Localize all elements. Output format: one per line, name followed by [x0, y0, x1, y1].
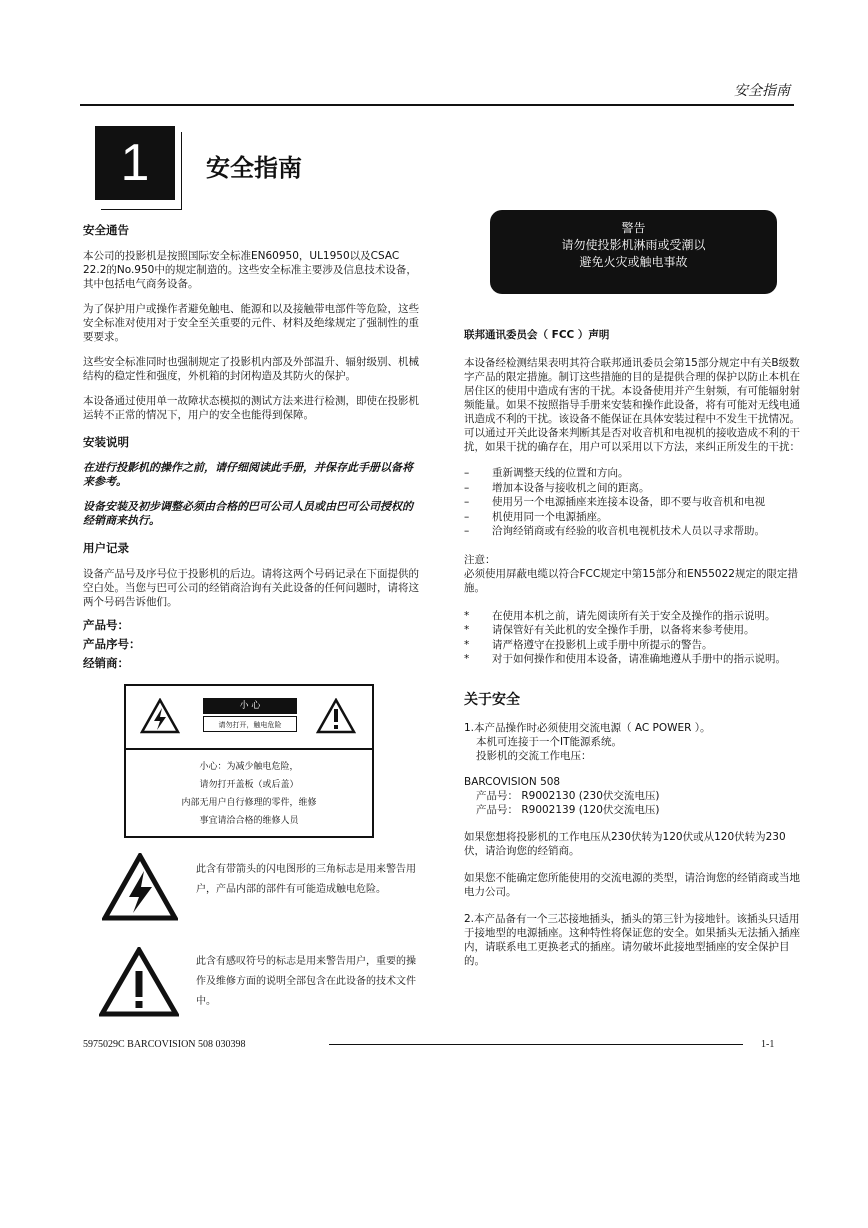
- safety-reminder-list: [464, 609, 800, 667]
- user-record-paragraph: 设备产品号及序号位于投影机的后边。请将这两个号码记录在下面提供的空白处。当您与巴可公司的经销商洽询有关此设备的任何问题时，请将这两个号码告诉他们。: [83, 568, 419, 608]
- caution-line: 内部无用户自行修理的零件，维修: [181, 798, 317, 808]
- safety-it-system: 本机可连接于一个IT能源系统。: [476, 736, 623, 748]
- caution-label-box: [124, 684, 374, 838]
- list-item: * 请严格遵守在投影机上或手册中所提示的警告。: [464, 638, 713, 651]
- notice-paragraph-2: 为了保护用户或操作者避免触电、能源和以及接触带电部件等危险，这些安全标准对使用对于安全至关重要的元件、材料及绝缘规定了强制性的重要要求。: [83, 303, 419, 343]
- voltage-change-paragraph: 如果您想将投影机的工作电压从230伏转为120伏或从120伏转为230伏，请洽询您的经销商。: [464, 831, 786, 857]
- install-heading: 安装说明: [83, 435, 129, 449]
- model-120v: 产品号： R9002139 (120伏交流电压): [476, 804, 660, 816]
- power-type-paragraph: 如果您不能确定您所能使用的交流电源的类型，请洽询您的经销商或当地电力公司。: [464, 872, 800, 898]
- list-item: – 增加本设备与接收机之间的距离。: [464, 481, 650, 494]
- model-name: BARCOVISION 508: [464, 776, 561, 788]
- lightning-symbol-icon: [102, 853, 178, 921]
- user-record-heading: 用户记录: [83, 541, 129, 555]
- caution-label-title: 小 心: [203, 698, 297, 714]
- chapter-title: 安全指南: [206, 153, 302, 182]
- warning-line: 避免火灾或触电事故: [579, 255, 688, 269]
- fcc-section: [464, 327, 800, 667]
- fcc-paragraph: 本设备经检测结果表明其符合联邦通讯委员会第15部分规定中有关B级数字产品的限定措施。制订这些措施的目的是提供合理的保护以防止本机在居住区的使用中造成有害的干扰。本设备使用并产生射频，有可能辐射射频能量。如果不按照指导手册来安装和操作此设备，将有可能对无线电通讯造成不利的干扰。该设备不能保证在具体安装过程中不发生干扰情况。可以通过开关此设备来判断其是否对收音机和电视机的接收造成不利的干扰，如果干扰的确存在，用户可以采用以下方法，来纠正所发生的干扰：: [464, 357, 800, 453]
- list-item: – 洽询经销商或有经验的收音机电视机技术人员以寻求帮助。: [464, 525, 765, 537]
- warning-title: 警告: [621, 221, 646, 235]
- caution-text: [126, 758, 372, 830]
- list-item: – 使用另一个电源插座来连接本设备，即不要与收音机和电视: [464, 496, 765, 508]
- safety-voltage-label: 投影机的交流工作电压：: [476, 750, 592, 762]
- exclamation-symbol-icon: [99, 947, 179, 1017]
- list-item: – 机使用同一个电源插座。: [464, 510, 608, 523]
- caution-line: 事宜请洽合格的维修人员: [199, 816, 299, 826]
- caution-line: 请勿打开盖板（或后盖）: [199, 780, 299, 790]
- note-paragraph: 必须使用屏蔽电缆以符合FCC规定中第15部分和EN55022规定的限定措施。: [464, 567, 798, 594]
- notice-paragraph-3: 这些安全标准同时也强制规定了投影机内部及外部温升、辐射级别、机械结构的稳定性和强度，外机箱的封闭构造及其防火的保护。: [83, 356, 419, 382]
- warning-line: 请勿使投影机淋雨或受潮以: [561, 238, 706, 252]
- safety-heading: 关于安全: [464, 692, 520, 708]
- notice-paragraph-1: 本公司的投影机是按照国际安全标准EN60950，UL1950以及CSAC 22.2的No.950中的规定制造的。这些安全标准主要涉及信息技术设备，其中包括电气商务设备。: [83, 250, 417, 290]
- model-230v: 产品号： R9002130 (230伏交流电压): [476, 790, 660, 802]
- running-header: 安全指南: [734, 83, 790, 99]
- notice-paragraph-4: 本设备通过使用单一故障状态模拟的测试方法来进行检测，即使在投影机运转不正常的情况下，用户的安全也能得到保障。: [83, 395, 419, 421]
- list-item: * 在使用本机之前，请先阅读所有关于安全及操作的指示说明。: [464, 609, 776, 622]
- list-item: – 重新调整天线的位置和方向。: [464, 467, 629, 479]
- footer-rule: [329, 1044, 743, 1045]
- exclamation-symbol-text: 此含有感叹符号的标志是用来警告用户，重要的操作及维修方面的说明全部包含在此设备的技术文件中。: [196, 956, 416, 1007]
- lightning-warning-icon: [140, 698, 180, 734]
- field-serial-number: 产品序号：: [83, 637, 141, 651]
- field-dealer: 经销商：: [83, 656, 129, 670]
- list-item: * 请保管好有关此机的安全操作手册，以备将来参考使用。: [464, 624, 755, 636]
- install-instruction-2: 设备安装及初步调整必须由合格的巴可公司人员或由巴可公司授权的经销商来执行。: [83, 500, 413, 527]
- header-rule: [80, 104, 794, 106]
- page-number: 1-1: [761, 1039, 775, 1050]
- safety-notice-section: [83, 222, 423, 671]
- about-safety-section: [464, 689, 800, 968]
- grounding-plug-paragraph: 2.本产品备有一个三芯接地插头，插头的第三针为接地针。该插头只适用于接地型的电源插座。这种特性将保证您的安全。如果插头无法插入插座内，请联系电工更换老式的插座。请勿破坏此接地型插座的安全保护目的。: [464, 913, 800, 967]
- footer-doc-id: 5975029C BARCOVISION 508 030398: [83, 1039, 246, 1050]
- note-label: 注意：: [464, 553, 496, 566]
- safety-ac-power: 1.本产品操作时必须使用交流电源（ AC POWER ）。: [464, 722, 711, 734]
- lightning-symbol-text: 此含有带箭头的闪电图形的三角标志是用来警告用户，产品内部的部件有可能造成触电危险。: [196, 864, 416, 895]
- warning-box: [490, 210, 777, 294]
- list-item: * 对于如何操作和使用本设备，请准确地遵从手册中的指示说明。: [464, 653, 786, 665]
- chapter-number: 1: [95, 126, 175, 200]
- notice-heading: 安全通告: [83, 223, 129, 237]
- install-instruction-1: 在进行投影机的操作之前，请仔细阅读此手册，并保存此手册以备将来参考。: [83, 461, 413, 488]
- fcc-heading: 联邦通讯委员会（ FCC ）声明: [464, 329, 610, 341]
- fcc-remedy-list: [464, 466, 800, 539]
- caution-label-top: [126, 686, 372, 750]
- exclamation-warning-icon: [316, 698, 356, 734]
- caution-line: 小心：为减少触电危险，: [199, 762, 299, 772]
- field-product-number: 产品号：: [83, 618, 129, 632]
- caution-label-subtitle: 请勿打开，触电危险: [203, 716, 297, 732]
